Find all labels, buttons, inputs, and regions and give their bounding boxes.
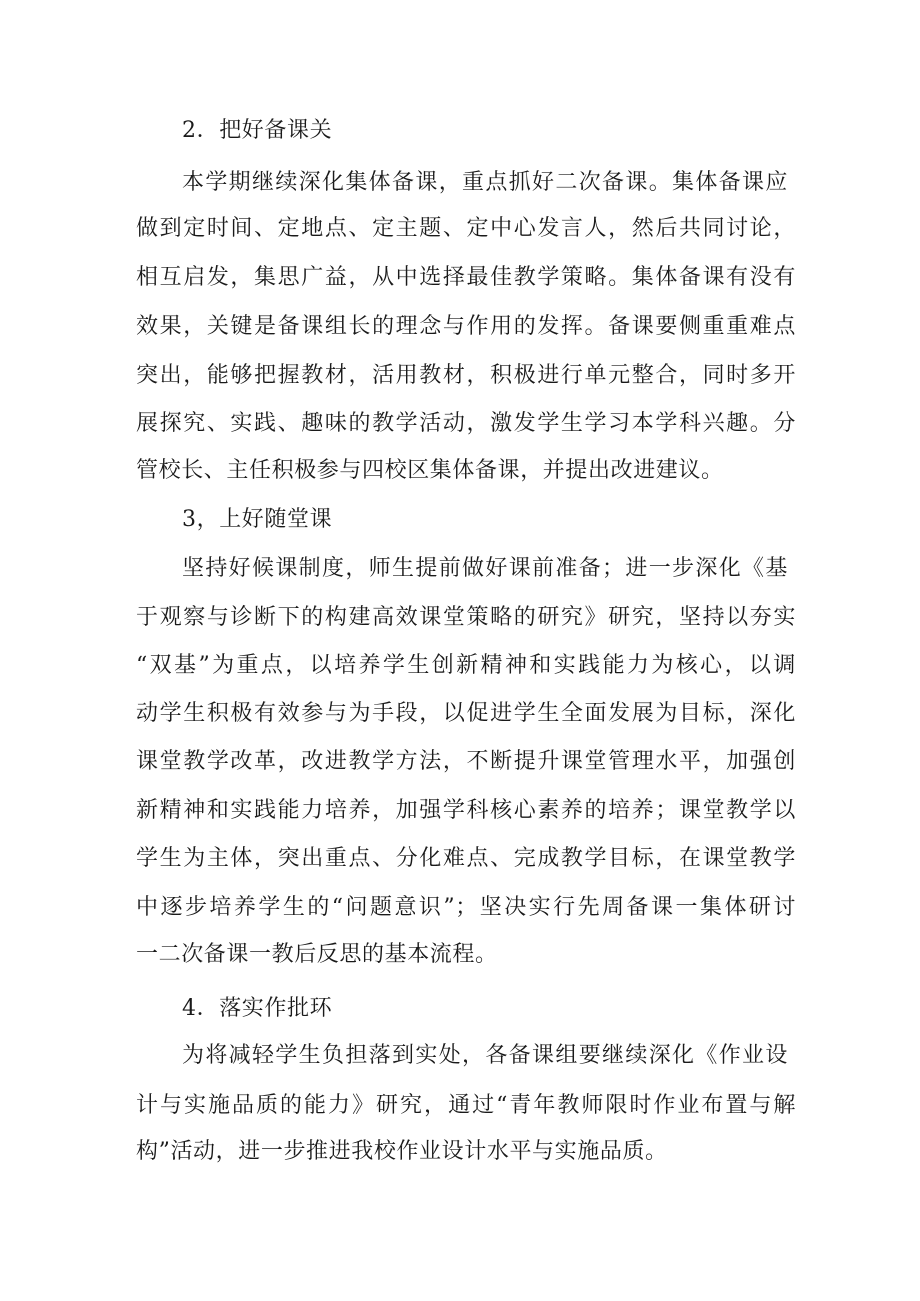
paragraph-line: 相互启发，集思广益，从中选择最佳教学策略。集体备课有没有 — [136, 265, 796, 290]
paragraph-line: 突出，能够把握教材，活用教材，积极进行单元整合，同时多开 — [136, 363, 796, 388]
section-heading-3: 3，上好随堂课 — [182, 507, 333, 532]
paragraph-line: 课堂教学改革，改进教学方法，不断提升课堂管理水平，加强创 — [136, 749, 796, 774]
paragraph-line: 学生为主体，突出重点、分化难点、完成教学目标，在课堂教学 — [136, 846, 796, 871]
paragraph-line: 管校长、主任积极参与四校区集体备课，并提出改进建议。 — [136, 458, 724, 483]
paragraph-line: 为将减轻学生负担落到实处，各备课组要继续深化《作业设 — [182, 1043, 788, 1068]
paragraph-line: 构”活动，进一步推进我校作业设计水平与实施品质。 — [136, 1139, 668, 1164]
paragraph-line: 本学期继续深化集体备课，重点抓好二次备课。集体备课应 — [182, 170, 788, 195]
paragraph-line: 效果，关键是备课组长的理念与作用的发挥。备课要侧重重难点 — [136, 314, 796, 339]
paragraph-line: 一二次备课一教后反思的基本流程。 — [136, 942, 498, 967]
paragraph-line: 于观察与诊断下的构建高效课堂策略的研究》研究，坚持以夯实 — [136, 605, 796, 630]
paragraph-line: 中逐步培养学生的“问题意识”；坚决实行先周备课一集体研讨 — [136, 895, 796, 920]
section-heading-2: 2．把好备课关 — [182, 118, 333, 143]
paragraph-line: 展探究、实践、趣味的教学活动，激发学生学习本学科兴趣。分 — [136, 411, 796, 436]
paragraph-line: 计与实施品质的能力》研究，通过“青年教师限时作业布置与解 — [136, 1093, 796, 1118]
paragraph-line: 坚持好候课制度，师生提前做好课前准备；进一步深化《基 — [182, 556, 788, 581]
paragraph-line: 新精神和实践能力培养，加强学科核心素养的培养；课堂教学以 — [136, 798, 796, 823]
paragraph-line: 动学生积极有效参与为手段，以促进学生全面发展为目标，深化 — [136, 701, 796, 726]
paragraph-line: “双基”为重点，以培养学生创新精神和实践能力为核心，以调 — [136, 653, 796, 678]
section-heading-4: 4．落实作批环 — [182, 996, 333, 1021]
paragraph-line: 做到定时间、定地点、定主题、定中心发言人，然后共同讨论， — [136, 216, 796, 241]
